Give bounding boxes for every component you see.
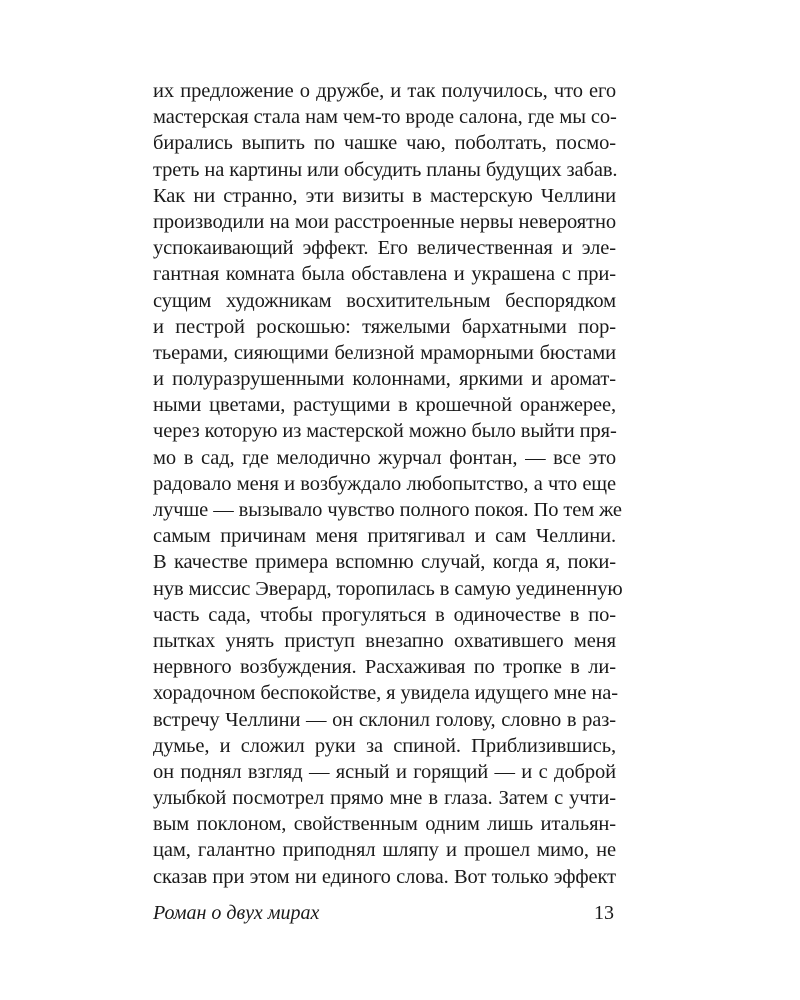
text-line: нервного возбуждения. Расхаживая по тропке в ли- (153, 656, 616, 679)
text-line: мастерская стала нам чем-то вроде салона, где мы со- (153, 106, 617, 129)
text-line: самым причинам меня притягивал и сам Челлини. (153, 525, 616, 548)
text-line: ными цветами, растущими в крошечной оранжерее, (153, 394, 616, 417)
text-line: сущим художникам восхитительным беспорядком (153, 289, 616, 312)
text-line: В качестве примера вспомню случай, когда я, поки- (153, 551, 616, 574)
text-line: производили на мои расстроенные нервы невероятно (153, 210, 616, 233)
text-line: цам, галантно приподнял шляпу и прошел мимо, не (153, 839, 616, 862)
text-line: мо в сад, где мелодично журчал фонтан, — все это (153, 446, 616, 469)
text-line: нув миссис Эверард, торопилась в самую уединенную (153, 577, 623, 600)
text-line: их предложение о дружбе, и так получилось, что его (153, 80, 616, 102)
text-line: через которую из мастерской можно было выйти пря- (153, 420, 617, 443)
text-line: и полуразрушенными колоннами, яркими и аромат- (153, 368, 616, 391)
page-number: 13 (594, 902, 614, 924)
text-line: гантная комната была обставлена и украшена с при- (153, 263, 616, 286)
text-line: улыбкой посмотрел прямо мне в глаза. Затем с учти- (153, 787, 616, 810)
text-line: вым поклоном, свойственным одним лишь итальян- (153, 813, 616, 836)
text-line: бирались выпить по чашке чаю, поболтать, посмо- (153, 132, 616, 155)
text-line: думье, и сложил руки за спиной. Приблизившись, (153, 734, 616, 757)
text-line: радовало меня и возбуждало любопытство, а что еще (153, 472, 616, 495)
page-footer (153, 898, 616, 928)
text-line: Как ни странно, эти визиты в мастерскую Челлини (153, 184, 616, 207)
text-line: и пестрой роскошью: тяжелыми бархатными пор- (153, 315, 616, 338)
text-line: лучше — вызывало чувство полного покоя. По тем же (153, 499, 622, 521)
text-line: сказав при этом ни единого слова. Вот только эффект (153, 865, 616, 888)
book-title: Роман о двух мирах (153, 902, 320, 924)
body-text (153, 78, 623, 890)
text-line: хорадочном беспокойстве, я увидела идущего мне на- (153, 682, 618, 705)
text-line: успокаивающий эффект. Его величественная и эле- (153, 237, 616, 260)
text-line: встречу Челлини — он склонил голову, словно в раз- (153, 708, 616, 731)
text-line: он поднял взгляд — ясный и горящий — и с доброй (153, 760, 616, 783)
text-line: тьерами, сияющими белизной мраморными бюстами (153, 341, 616, 364)
text-line: пытках унять приступ внезапно охватившего меня (153, 629, 616, 652)
text-line: треть на картины или обсудить планы будущих забав. (153, 158, 618, 181)
text-line: часть сада, чтобы прогуляться в одиночестве в по- (153, 603, 616, 626)
